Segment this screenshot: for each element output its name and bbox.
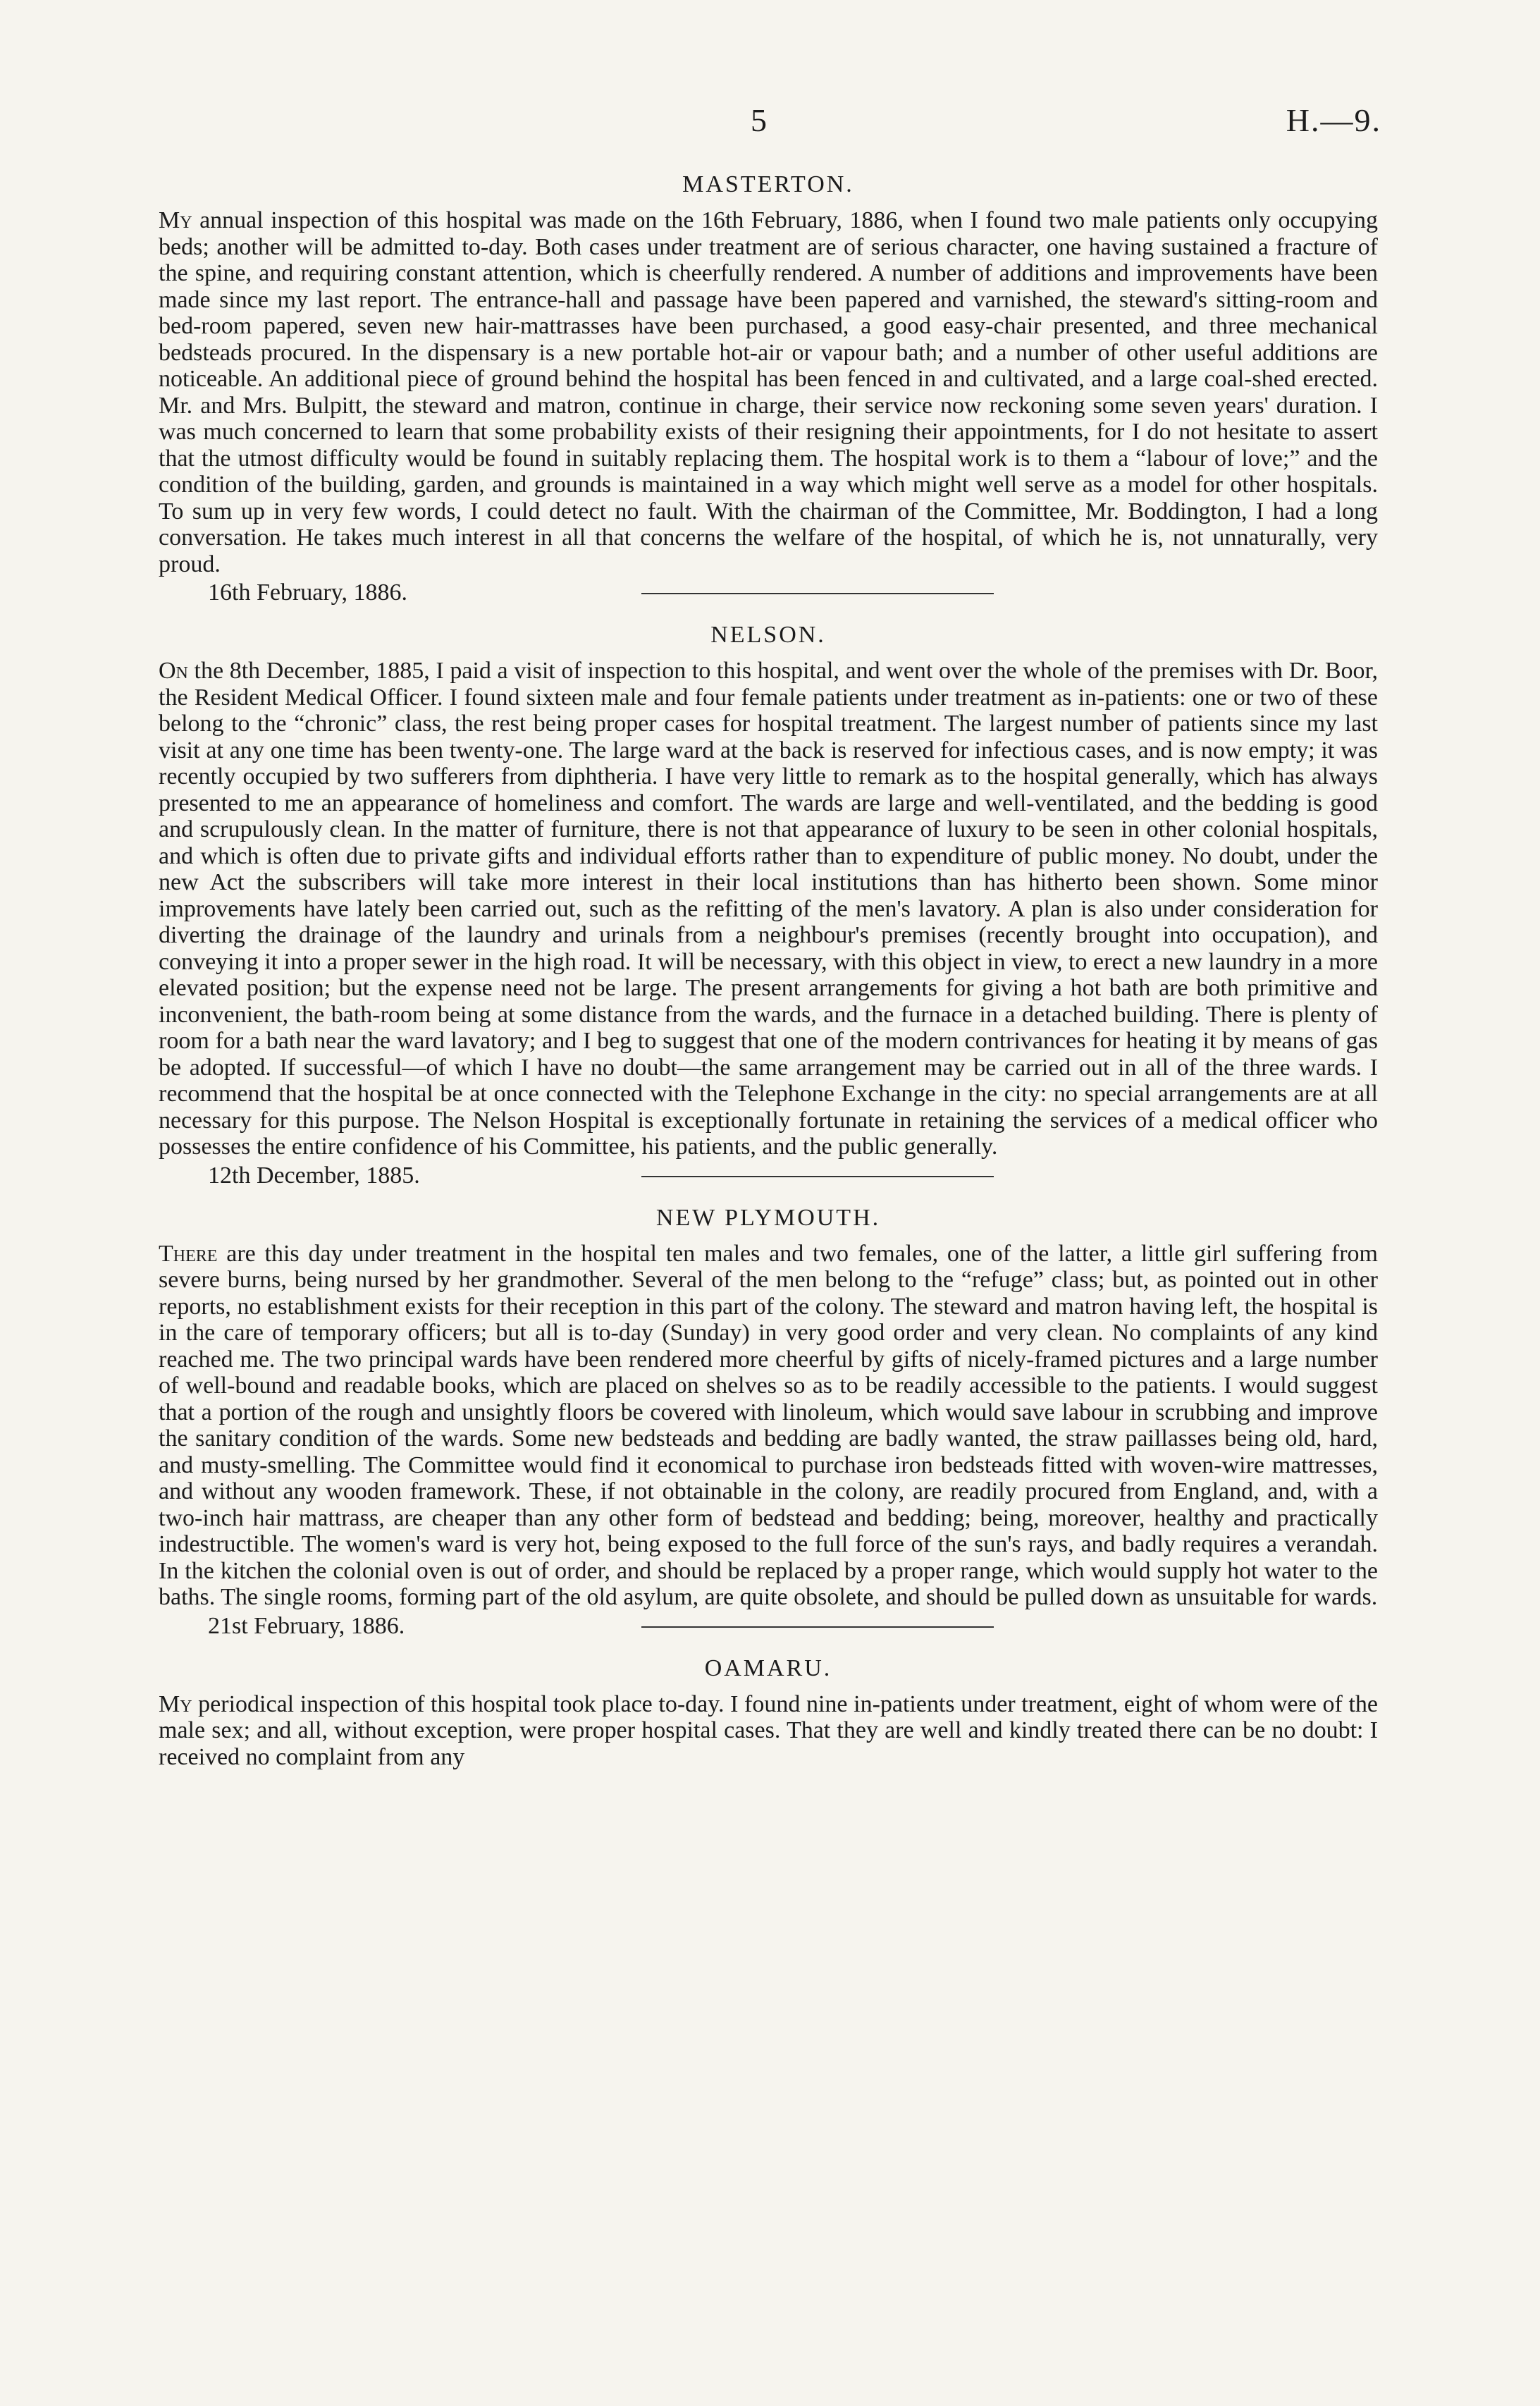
section-date: 16th February, 1886. xyxy=(208,579,407,606)
paragraph-text: periodical inspection of this hospital took place to-day. I found nine in-patients under treatment, eight of whom were of the male sex; and all, without exception, were proper hospital cases. That they are well and kindly treated there can be no doubt: I received no complaint from any xyxy=(159,1690,1378,1770)
section-date-line xyxy=(208,1162,1378,1190)
section-oamaru xyxy=(159,1653,1378,1771)
paragraph-lead: My xyxy=(159,1690,192,1717)
section-divider xyxy=(641,1176,994,1177)
section-paragraph xyxy=(159,207,1378,577)
section-title: NELSON. xyxy=(710,622,826,648)
section-title: NEW PLYMOUTH. xyxy=(655,1204,881,1231)
section-new-plymouth xyxy=(159,1203,1378,1640)
paragraph-lead: There xyxy=(159,1240,218,1267)
paragraph-text: are this day under treatment in the hospital ten males and two females, one of the latter, a little girl suffering from severe burns, being nursed by her grandmother. Several of the men belong to the “refuge” class; but, as pointed out in other reports, no establishment exists for their reception in this part of the colony. The steward and matron having left, the hospital is in the care of temporary officers; but all is to-day (Sunday) in very good order and very clean. No complaints of any kind reached me. The two principal wards have been rendered more cheerful by gifts of nicely-framed pictures and a large number of well-bound and readable books, which are placed on shelves so as to be readily accessible to the patients. I would suggest that a portion of the rough and unsightly floors be covered with linoleum, which would save labour in scrubbing and improve the sanitary condition of the wards. Some new bedsteads and bedding are badly wanted, the straw paillasses being old, hard, and musty-smelling. The Committee would find it economical to purchase iron bedsteads fitted with woven-wire mattresses, and without any wooden framework. These, if not obtainable in the colony, are readily procured from England, and, with a two-inch hair mattrass, are cheaper than any other form of bedstead and bedding; being, moreover, healthy and practically indestructible. The women's ward is very hot, being exposed to the full force of the sun's rays, and badly requires a verandah. In the kitchen the colonial oven is out of order, and should be replaced by a proper range, which would supply hot water to the baths. The single rooms, forming part of the old asylum, are quite obsolete, and should be pulled down as unsuitable for wards. xyxy=(159,1240,1378,1610)
section-divider xyxy=(641,1626,994,1628)
section-title: OAMARU. xyxy=(704,1655,832,1681)
section-masterton xyxy=(159,169,1378,607)
paragraph-text: the 8th December, 1885, I paid a visit of inspection to this hospital, and went over the whole of the premises with Dr. Boor, the Resident Medical Officer. I found sixteen male and four female patients under treatment as in-patients: one or two of these belong to the “chronic” class, the rest being proper cases for hospital treatment. The largest number of patients since my last visit at any one time has been twenty-one. The large ward at the back is reserved for infectious cases, and is now empty; it was recently occupied by two sufferers from diphtheria. I have very little to remark as to the hospital generally, which has always presented to me an appearance of homeliness and comfort. The wards are large and well-ventilated, and the bedding is good and scrupulously clean. In the matter of furniture, there is not that appearance of luxury to be seen in other colonial hospitals, and which is often due to private gifts and individual efforts rather than to expenditure of public money. No doubt, under the new Act the subscribers will take more interest in their local institutions than has hitherto been shown. Some minor improvements have lately been carried out, such as the refitting of the men's lavatory. A plan is also under consideration for diverting the drainage of the laundry and urinals from a neighbour's premises (recently brought into occupation), and conveying it into a proper sewer in the high road. It will be necessary, with this object in view, to erect a new laundry in a more elevated position; but the expense need not be large. The present arrangements for giving a hot bath are both primitive and inconvenient, the bath-room being at some distance from the wards, and the furnace in a detached building. There is plenty of room for a bath near the ward lavatory; and I beg to suggest that one of the modern contrivances for heating it by means of gas be adopted. If successful—of which I have no doubt—the same arrangement may be carried out in all of the three wards. I recommend that the hospital be at once connected with the Telephone Exchange in the city: no special arrangements are at all necessary for this purpose. The Nelson Hospital is exceptionally fortunate in retaining the services of a medical officer who possesses the entire confidence of his Committee, his patients, and the public generally. xyxy=(159,658,1379,1160)
section-paragraph xyxy=(159,1241,1378,1611)
section-date-line xyxy=(208,579,1378,607)
document-body xyxy=(159,169,1378,1770)
paragraph-text: annual inspection of this hospital was made on the 16th February, 1886, when I found two male patients only occupying beds; another will be admitted to-day. Both cases under treatment are of serious character, one having sustained a fracture of the spine, and requiring constant attention, which is cheerfully rendered. A number of additions and improvements have been made since my last report. The entrance-hall and passage have been papered and varnished, the steward's sitting-room and bed-room papered, seven new hair-mattrasses have been purchased, a good easy-chair presented, and three mechanical bedsteads procured. In the dispensary is a new portable hot-air or vapour bath; and a number of other useful additions are noticeable. An additional piece of ground behind the hospital has been fenced in and cultivated, and a large coal-shed erected. Mr. and Mrs. Bulpitt, the steward and matron, continue in charge, their service now reckoning some seven years' duration. I was much concerned to learn that some probability exists of their resigning their appointments, for I do not hesitate to assert that the utmost difficulty would be found in suitably replacing them. The hospital work is to them a “labour of love;” and the condition of the building, garden, and grounds is maintained in a way which might well serve as a model for other hospitals. To sum up in very few words, I could detect no fault. With the chairman of the Committee, Mr. Boddington, I had a long conversation. He takes much interest in all that concerns the welfare of the hospital, of which he is, not unnaturally, very proud. xyxy=(159,207,1378,577)
section-date-line xyxy=(208,1612,1378,1640)
paragraph-lead: On xyxy=(159,658,188,684)
section-nelson xyxy=(159,620,1378,1190)
document-reference: H.—9. xyxy=(1286,102,1381,138)
paragraph-lead: My xyxy=(159,207,192,233)
section-title: MASTERTON. xyxy=(682,171,854,197)
section-paragraph xyxy=(159,658,1378,1160)
page-number: 5 xyxy=(751,102,767,138)
section-paragraph xyxy=(159,1691,1378,1771)
section-date: 12th December, 1885. xyxy=(208,1162,420,1189)
section-date: 21st February, 1886. xyxy=(208,1612,405,1639)
section-divider xyxy=(641,593,994,594)
